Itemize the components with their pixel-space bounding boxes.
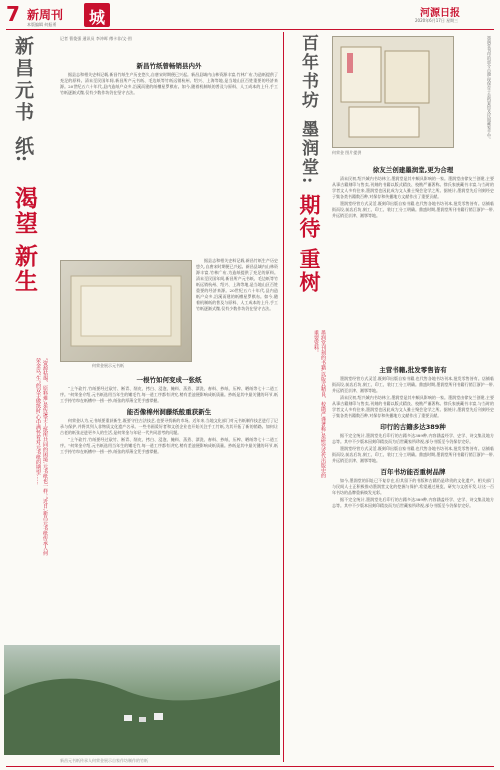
left-headline-part2: 纸: bbox=[12, 136, 34, 163]
right-pullquote: 墨润堂刊刻的书籍,以版式精良、校勘严谨著称,是研究近代出版史的重要资料。 bbox=[313, 330, 326, 479]
right-paragraph-2: 墨润堂经营方式灵活,既刻印出版自家书籍,也代售各地书坊刊本,批发零售皆有。店铺临街而设,前店后坊,刻工、印工、装订工分工明确。鼎盛时期,墨润堂所刊书籍行销江浙沪一带,并远销至京津、湘鄂等地。 bbox=[332, 376, 494, 393]
paper-photo-caption: 何荣金展示元书纸 bbox=[92, 363, 124, 368]
left-article-lower bbox=[60, 372, 278, 642]
right-headline-part3: 期待 bbox=[297, 194, 322, 240]
left-headline-part1: 新昌元书 bbox=[12, 36, 34, 124]
right-paragraph-3: 据不完全统计,墨润堂先后印行的古籍多达389种,内容涵盖经学、史学、诗文集及地方志等。其中不少版本因刻印精良而为后世藏家所珍视,部分书版至今仍保存完好。 bbox=[332, 433, 494, 444]
left-headline bbox=[4, 36, 38, 366]
left-byline: 记者 曹俊强 通讯员 李冲晖 傅卡非/文·图 bbox=[60, 36, 132, 41]
left-subhead-3: 能否像棉州洞藤纸般重获新生 bbox=[126, 408, 212, 416]
right-article-body bbox=[332, 162, 494, 362]
bottom-rule bbox=[6, 766, 494, 767]
left-article-body bbox=[60, 58, 278, 258]
paper-photo bbox=[60, 260, 192, 362]
masthead-rule bbox=[6, 29, 494, 30]
landscape-photo bbox=[4, 645, 280, 755]
right-side-note: 墨润堂刊印的部分古籍,现保存于县档案馆及民间藏家手中。 bbox=[487, 36, 492, 142]
left-paragraph-1: 据县志和相关史料记载,新昌竹纸生产历史悠久,自唐宋时期便已兴起。新昌县域内山林资源丰富,竹林广布,为造纸提供了充足的原料。清末至民国年间,新昌所产元书纸、毛边纸等竹纸远销杭州、绍兴、上海等地,是当地山区百姓重要的经济来源。20世纪五六十年代,县内造纸户众多,沿溪而建的纸槽星罗棋布。如今,随着机制纸的普及与原料、人工成本的上升,手工竹纸逐渐式微,仅有少数作坊仍在坚守古法。 bbox=[60, 72, 278, 95]
village-landscape-icon bbox=[4, 645, 280, 755]
editor-line: 本版编辑 何振勇 bbox=[27, 22, 57, 27]
page-number: 7 bbox=[6, 2, 20, 26]
right-headline bbox=[288, 34, 326, 324]
issue-date: 2020年6月17日 星期三 bbox=[415, 18, 459, 23]
left-headline-part3: 渴望 bbox=[11, 186, 38, 236]
left-paragraph-3: 何荣金认为,元书纸要重获新生,既要守住古法技艺,也要寻找新的市场。近年来,当地文化部门对元书纸制作技艺进行了记录与保护,并将其列入非物质文化遗产名录。一些书画爱好者和文创企业也开始关注手工竹纸,为其开拓了新的销路。如何让古老的纸张走进更多人的生活,是何荣金与年轻一代共同思考的问题。 bbox=[60, 418, 278, 435]
right-paragraph-4: 如今,墨润堂的旧址已不复存在,但其留下的书版和古籍仍是珍贵的文化遗产。相关部门与民间人士正积极推动墨润堂文化的挖掘与保护,希望通过展览、研究与文创开发,让这一百年书坊的品牌重新焕发光彩。 bbox=[332, 478, 494, 495]
ancient-books-icon bbox=[333, 37, 453, 147]
newspaper-logo: 河源日报 bbox=[420, 8, 460, 19]
right-paragraph-4b: 据不完全统计,墨润堂先后印行的古籍多达389种,内容涵盖经学、史学、诗文集及地方志等。其中不少版本因刻印精良而为后世藏家所珍视,部分书版至今仍保存完好。 bbox=[332, 497, 494, 508]
right-subhead-4: 百年书坊能否重树品牌 bbox=[380, 468, 446, 476]
left-subhead-2: 一根竹如何变成一张纸 bbox=[136, 376, 202, 384]
right-paragraph-1b: 墨润堂经营方式灵活,既刻印出版自家书籍,也代售各地书坊刊本,批发零售皆有。店铺临街而设,前店后坊,刻工、印工、装订工分工明确。鼎盛时期,墨润堂所刊书籍行销江浙沪一带,并远销至京津、湘鄂等地。 bbox=[332, 201, 494, 218]
book-photo bbox=[332, 36, 454, 148]
right-headline-part1: 百年书坊 bbox=[298, 34, 318, 110]
book-photo-caption: 何荣金 图片提供 bbox=[332, 150, 362, 155]
right-subhead-2: 主营书籍,批发零售皆有 bbox=[379, 366, 447, 374]
right-paragraph-2b: 清末民初,绍兴城内书坊林立,墨润堂是其中颇具影响的一家。墨润堂由徐友兰创建,主要从事古籍刻印与售卖,刊刻的书籍以版式精良、校勘严谨著称。徐氏家族藏书丰富,与当时的学者文人多有往来,墨润堂也因此成为文人雅士聚会论学之所。据统计,墨润堂先后刊刻经史子集各类书籍数百种,对保存和传播地方文献作出了重要贡献。 bbox=[332, 395, 494, 418]
left-headline-part4: 新生 bbox=[11, 244, 38, 294]
left-paragraph-3b: “上午砍竹,竹纸要经过砍竹、断青、削皮、拷白、浸泡、腌料、蒸煮、漂洗、舂料、抄纸、压榨、晒纸等七十二道工序。”何荣金介绍,元书纸选用当年生的嫩毛竹,每一道工序都有讲究,稍有差池便影响成纸质量。抄纸是其中最关键的环节,纸工手持竹帘在纸槽中一捞一抄,纸张的厚薄全凭手感掌握。 bbox=[60, 437, 278, 454]
right-headline-part4: 重树 bbox=[297, 248, 322, 294]
paper-sheet-icon bbox=[61, 261, 191, 361]
left-paragraph-1b: 据县志和相关史料记载,新昌竹纸生产历史悠久,自唐宋时期便已兴起。新昌县域内山林资源丰富,竹林广布,为造纸提供了充足的原料。清末至民国年间,新昌所产元书纸、毛边纸等竹纸远销杭州、绍兴、上海等地,是当地山区百姓重要的经济来源。20世纪五六十年代,县内造纸户众多,沿溪而建的纸槽星罗棋布。如今,随着机制纸的普及与原料、人工成本的上升,手工竹纸逐渐式微,仅有少数作坊仍在坚守古法。 bbox=[196, 258, 278, 311]
footer-caption: 新昌元书纸传承人何荣金展示自家作坊制作的竹纸 bbox=[60, 758, 148, 763]
column-badge-text: 城 bbox=[89, 8, 106, 27]
section-title: 新周刊 bbox=[27, 8, 64, 22]
right-article-lower bbox=[332, 362, 494, 757]
right-headline-part2: 墨润堂: bbox=[298, 120, 318, 186]
left-paragraph-2: “上午砍竹,竹纸要经过砍竹、断青、削皮、拷白、浸泡、腌料、蒸煮、漂洗、舂料、抄纸、压榨、晒纸等七十二道工序。”何荣金介绍,元书纸选用当年生的嫩毛竹,每一道工序都有讲究,稍有差池便影响成纸质量。抄纸是其中最关键的环节,纸工手持竹帘在纸槽中一捞一抄,纸张的厚薄全凭手感掌握。 bbox=[60, 386, 278, 403]
right-subhead-3: 印行的古籍多达389种 bbox=[380, 423, 446, 431]
left-subhead-1: 新昌竹纸曾畅销县内外 bbox=[136, 62, 202, 70]
lead-quote: “资源枯竭、原料难,是传统手工纸所共同的困境,元书纸也一样。”近日,新昌元书纸传承人何荣金以“生”的双手做纸时,心中满怀着对元书纸的期望…… bbox=[35, 358, 48, 556]
column-rule bbox=[283, 32, 284, 762]
right-paragraph-1: 清末民初,绍兴城内书坊林立,墨润堂是其中颇具影响的一家。墨润堂由徐友兰创建,主要从事古籍刻印与售卖,刊刻的书籍以版式精良、校勘严谨著称。徐氏家族藏书丰富,与当时的学者文人多有往来,墨润堂也因此成为文人雅士聚会论学之所。据统计,墨润堂先后刊刻经史子集各类书籍数百种,对保存和传播地方文献作出了重要贡献。 bbox=[332, 176, 494, 199]
right-subhead-1: 徐友兰创建墨润堂,更为合理 bbox=[372, 166, 454, 174]
right-paragraph-3b: 墨润堂经营方式灵活,既刻印出版自家书籍,也代售各地书坊刊本,批发零售皆有。店铺临街而设,前店后坊,刻工、印工、装订工分工明确。鼎盛时期,墨润堂所刊书籍行销江浙沪一带,并远销至京津、湘鄂等地。 bbox=[332, 446, 494, 463]
left-article-body-2 bbox=[196, 258, 278, 368]
